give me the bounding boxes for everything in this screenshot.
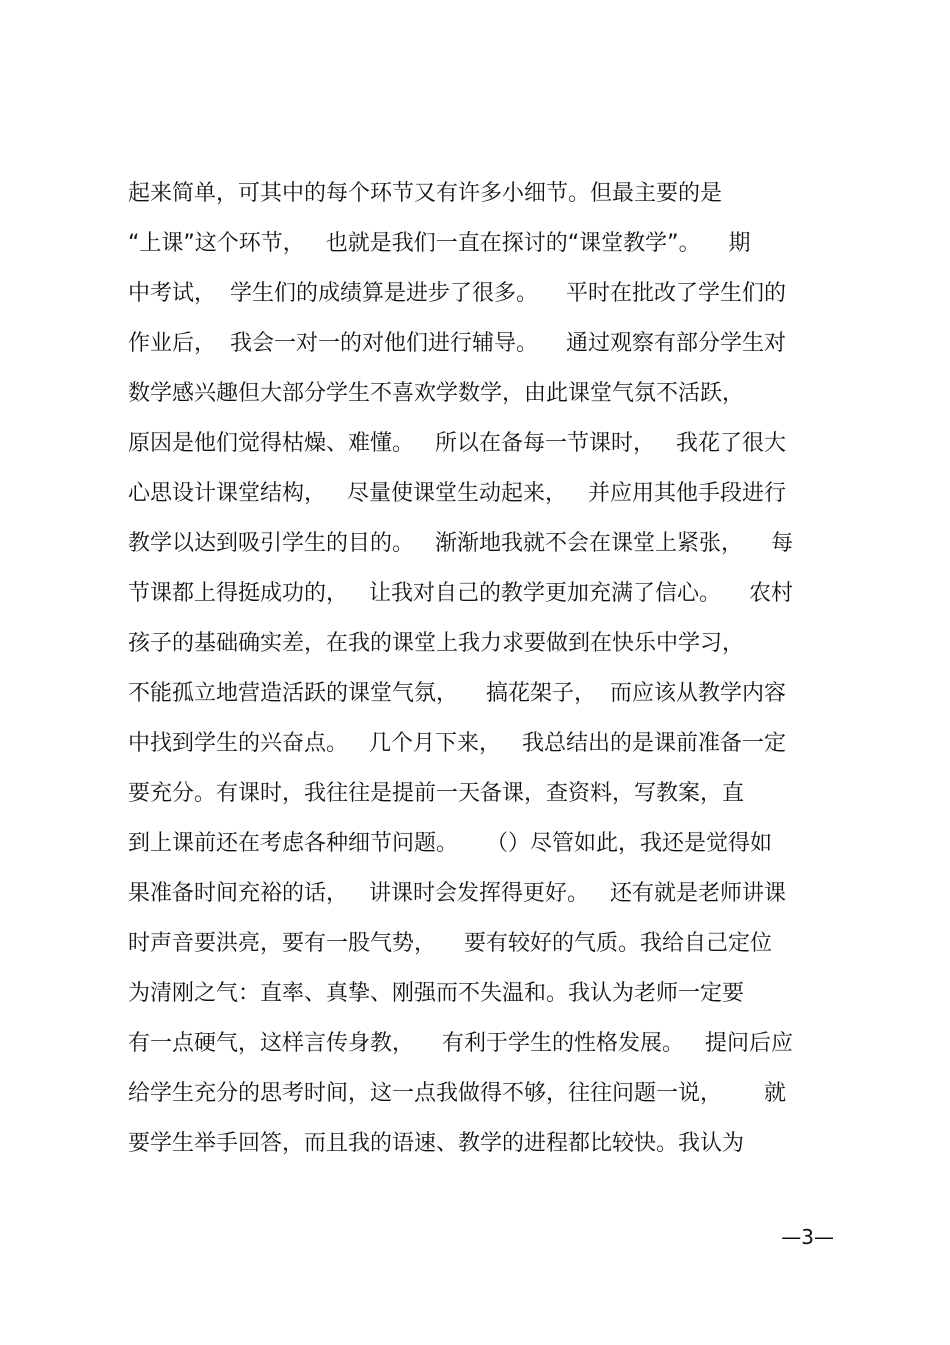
text-line: 起来简单，可其中的每个环节又有许多小细节。但最主要的是 bbox=[128, 181, 723, 206]
text-line: “上课”这个环节， 也就是我们一直在探讨的“课堂教学”。 期 bbox=[128, 231, 751, 256]
page-number: —3— bbox=[781, 1225, 834, 1249]
text-line: 孩子的基础确实差，在我的课堂上我力求要做到在快乐中学习， bbox=[128, 631, 745, 656]
body-text bbox=[128, 176, 833, 1176]
text-line: 数学感兴趣但大部分学生不喜欢学数学，由此课堂气氛不活跃， bbox=[128, 381, 745, 406]
text-line: 中找到学生的兴奋点。 几个月下来， 我总结出的是课前准备一定 bbox=[128, 731, 786, 756]
text-line: 原因是他们觉得枯燥、难懂。 所以在备每一节课时， 我花了很大 bbox=[128, 431, 786, 456]
text-line: 要充分。有课时，我往往是提前一天备课，查资料，写教案，直 bbox=[128, 781, 745, 806]
text-line: 不能孤立地营造活跃的课堂气氛， 搞花架子， 而应该从教学内容 bbox=[128, 681, 786, 706]
text-line: 中考试， 学生们的成绩算是进步了很多。 平时在批改了学生们的 bbox=[128, 281, 786, 306]
text-line: 有一点硬气，这样言传身教， 有利于学生的性格发展。 提问后应 bbox=[128, 1031, 793, 1056]
text-line: 果准备时间充裕的话， 讲课时会发挥得更好。 还有就是老师讲课 bbox=[128, 881, 786, 906]
text-line: 要学生举手回答，而且我的语速、教学的进程都比较快。我认为 bbox=[128, 1131, 745, 1156]
text-line: 节课都上得挺成功的， 让我对自己的教学更加充满了信心。 农村 bbox=[128, 581, 793, 606]
text-line: 心思设计课堂结构， 尽量使课堂生动起来， 并应用其他手段进行 bbox=[128, 481, 786, 506]
text-line: 时声音要洪亮，要有一股气势， 要有较好的气质。我给自己定位 bbox=[128, 931, 772, 956]
text-line: 教学以达到吸引学生的目的。 渐渐地我就不会在课堂上紧张， 每 bbox=[128, 531, 793, 556]
text-line: 到上课前还在考虑各种细节问题。 （）尽管如此，我还是觉得如 bbox=[128, 831, 772, 856]
text-line: 给学生充分的思考时间，这一点我做得不够，往往问题一说， 就 bbox=[128, 1081, 786, 1106]
text-line: 为清刚之气：直率、真挚、刚强而不失温和。我认为老师一定要 bbox=[128, 981, 745, 1006]
text-line: 作业后， 我会一对一的对他们进行辅导。 通过观察有部分学生对 bbox=[128, 331, 786, 356]
